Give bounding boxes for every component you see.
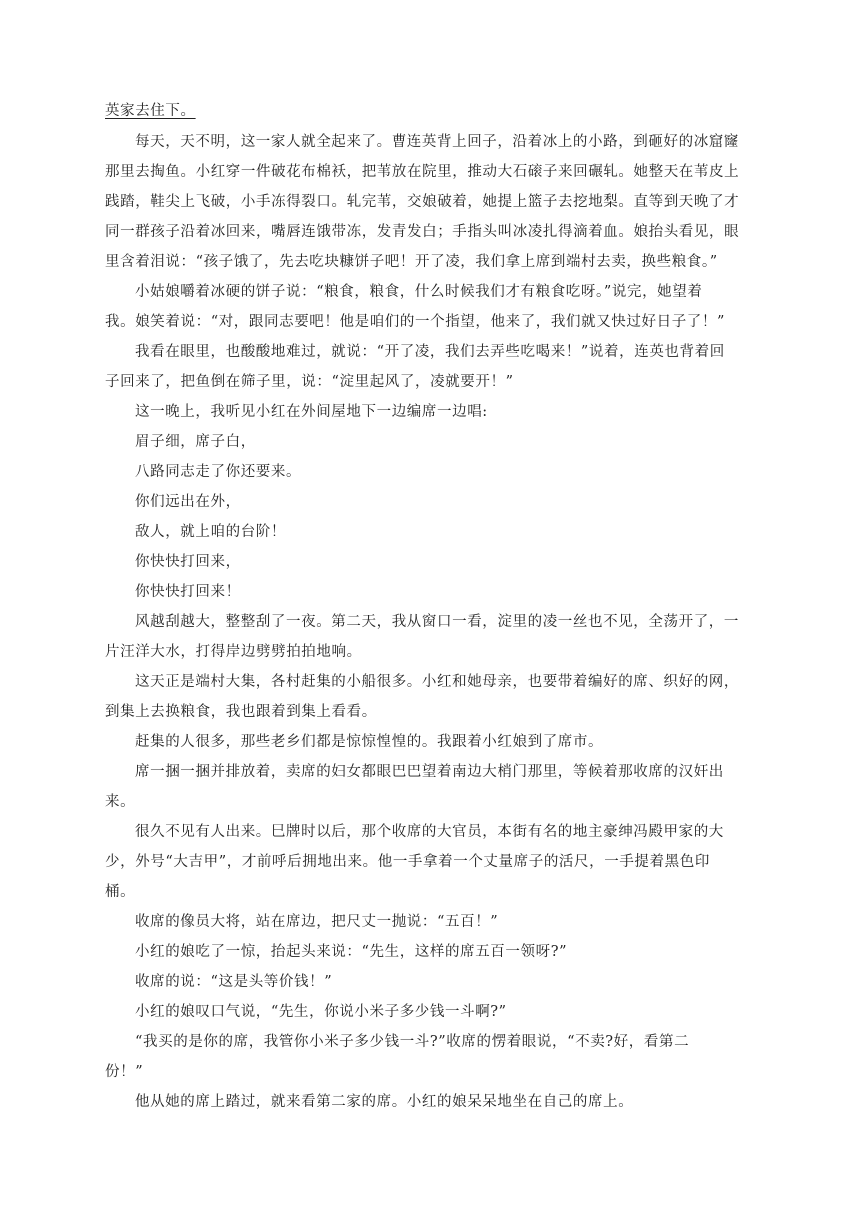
- paragraph-start-line: 席一捆一捆并排放着，卖席的妇女都眼巴巴望着南边大梢门那里，等候着那收席的汉奸出: [135, 764, 724, 780]
- text-line: 子回来了，把鱼倒在筛子里，说：“淀里起风了，凌就要开！”: [105, 374, 514, 390]
- paragraph-start-line: 收席的像员大将，站在席边，把尺丈一抛说：“五百！”: [135, 914, 499, 930]
- text-line: 少，外号“大吉甲”，才前呼后拥地出来。他一手拿着一个丈量席子的活尺，一手提着黑色印: [105, 854, 710, 870]
- text-line: 来。: [105, 794, 136, 810]
- text-line: 片汪洋大水，打得岸边劈劈拍拍地响。: [105, 644, 362, 660]
- paragraph-start-line: 我看在眼里，也酸酸地难过，就说：“开了凌，我们去弄些吃喝来！”说着，连英也背着回: [135, 344, 725, 360]
- song-line: 八路同志走了你还要来。: [135, 464, 302, 480]
- song-line: 眉子细，席子白，: [135, 434, 256, 450]
- paragraph-start-line: 这天正是端村大集，各村赶集的小船很多。小红和她母亲，也要带着编好的席、织好的网，: [135, 674, 739, 690]
- paragraph-start-line: 收席的说：“这是头等价钱！”: [135, 974, 333, 990]
- text-line: 那里去掏鱼。小红穿一件破花布棉袄，把苇放在院里，推动大石磙子来回碾轧。她整天在苇皮上: [105, 164, 740, 180]
- paragraph-start-line: “我买的是你的席，我管你小米子多少钱一斗?”收席的愣着眼说，“不卖?好，看第二: [135, 1034, 690, 1050]
- paragraph-start-line: 风越刮越大，整整刮了一夜。第二天，我从窗口一看，淀里的凌一丝也不见，全荡开了，一: [135, 614, 739, 630]
- text-line: 同一群孩子沿着冰回来，嘴唇连饿带冻，发青发白；手指头叫冰凌扎得滴着血。娘抬头看见，眼: [105, 224, 740, 240]
- text-line: 我。娘笑着说：“对，跟同志要吧！他是咱们的一个指望，他来了，我们就又快过好日子了！”: [105, 314, 726, 330]
- text-line: 践踏，鞋尖上飞破，小手冻得裂口。轧完苇，交娘破着，她提上篮子去挖地梨。直等到天晚了才: [105, 194, 740, 210]
- paragraph-start-line: 赶集的人很多，那些老乡们都是惊惊惶惶的。我跟着小红娘到了席市。: [135, 734, 604, 750]
- text-line: 到集上去换粮食，我也跟着到集上看看。: [105, 704, 377, 720]
- paragraph-start-line: 小红的娘叹口气说，“先生，你说小米子多少钱一斗啊?”: [135, 1004, 507, 1020]
- paragraph-start-line: 小姑娘嚼着冰硬的饼子说：“粮食，粮食，什么时候我们才有粮食吃呀。”说完，她望着: [135, 284, 703, 300]
- text-line: 里含着泪说：“孩子饿了，先去吃块糠饼子吧！开了凌，我们拿上席到端村去卖，换些粮食。”: [105, 254, 718, 270]
- paragraph-start-line: 每天，天不明，这一家人就全起来了。曹连英背上回子，沿着冰上的小路，到砸好的冰窟窿: [135, 134, 739, 150]
- song-line: 你们远出在外，: [135, 494, 241, 510]
- song-line: 你快快打回来！: [135, 584, 241, 600]
- paragraph-start-line: 他从她的席上踏过，就来看第二家的席。小红的娘呆呆地坐在自己的席上。: [135, 1094, 634, 1110]
- paragraph-start-line: 这一晚上，我听见小红在外间屋地下一边编席一边唱:: [135, 404, 488, 420]
- text-line: 桶。: [105, 884, 136, 900]
- text-line: 英家去住下。: [105, 103, 196, 119]
- song-line: 你快快打回来，: [135, 554, 241, 570]
- song-line: 敌人，就上咱的台阶！: [135, 524, 286, 540]
- paragraph-start-line: 小红的娘吃了一惊，抬起头来说：“先生，这样的席五百一领呀?”: [135, 944, 568, 960]
- text-line: 份！”: [105, 1064, 144, 1080]
- paragraph-start-line: 很久不见有人出来。巳牌时以后，那个收席的大官员，本街有名的地主豪绅冯殿甲家的大: [135, 824, 724, 840]
